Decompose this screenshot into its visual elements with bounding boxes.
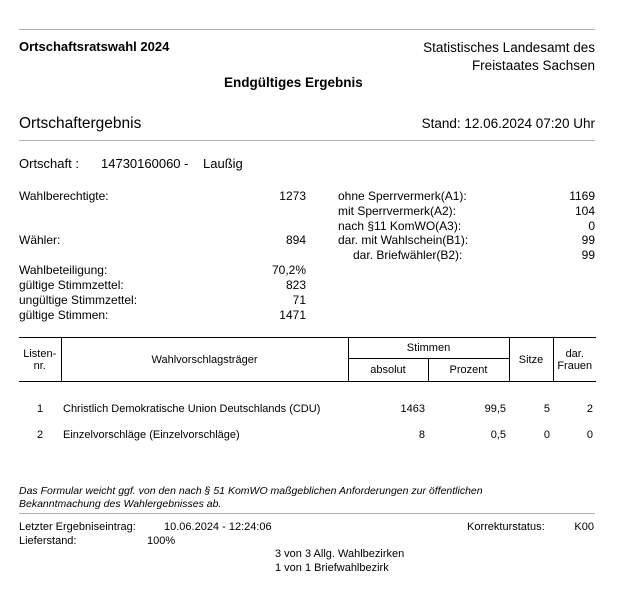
ungueltige-stimmzettel-value: 71 — [292, 293, 306, 307]
waehler-value: 894 — [285, 233, 306, 247]
briefwaehler-label: dar. Briefwähler(B2): — [353, 248, 463, 262]
bezirke-brief: 1 von 1 Briefwahlbezirk — [275, 562, 389, 574]
nach-komwo-label: nach §11 KomWO(A3): — [338, 219, 462, 233]
row-frauen: 0 — [586, 429, 593, 441]
disclaimer-line-2: Bekanntmachung des Wahlergebnisses ab. — [19, 498, 222, 510]
wahlbeteiligung-label: Wahlbeteiligung: — [19, 263, 108, 277]
header-absolut: absolut — [348, 359, 428, 382]
mit-sperrvermerk-label: mit Sperrvermerk(A2): — [338, 204, 457, 218]
section-divider — [19, 140, 595, 141]
wahlschein-value: 99 — [581, 233, 595, 247]
header-listennr — [19, 338, 61, 382]
ohne-sperrvermerk-label: ohne Sperrvermerk(A1): — [338, 189, 467, 203]
waehler-label: Wähler: — [19, 233, 61, 247]
header-prozent: Prozent — [428, 359, 509, 382]
lieferstand-label: Lieferstand: — [19, 535, 77, 547]
ortschaft-label: Ortschaft : — [19, 156, 79, 171]
wahlberechtigte-value: 1273 — [279, 189, 306, 203]
briefwaehler-value: 99 — [581, 248, 595, 262]
gueltige-stimmen-label: gültige Stimmen: — [19, 308, 109, 322]
wahlschein-label: dar. mit Wahlschein(B1): — [338, 233, 469, 247]
results-table — [19, 337, 596, 448]
top-divider — [19, 29, 595, 30]
office-line-1: Statistisches Landesamt des — [423, 40, 595, 55]
row-absolut: 1463 — [400, 403, 425, 415]
header-frauen — [553, 338, 596, 382]
row-name: Christlich Demokratische Union Deutschlands (CDU) — [63, 403, 321, 415]
row-sitze: 0 — [543, 429, 550, 441]
header-frauen-line1: dar. — [565, 347, 584, 360]
korrekturstatus-label: Korrekturstatus: — [467, 521, 545, 533]
office-line-2: Freistaates Sachsen — [471, 58, 595, 73]
gueltige-stimmzettel-label: gültige Stimmzettel: — [19, 278, 124, 292]
disclaimer-line-1: Das Formular weicht ggf. von den nach § 51 KomWO maßgeblichen Anforderungen zur öffentlichen — [19, 485, 483, 497]
footer-divider — [19, 513, 595, 514]
disclaimer-note — [19, 485, 483, 511]
row-absolut: 8 — [418, 429, 425, 441]
section-heading: Ortschaftergebnis — [19, 115, 142, 132]
gueltige-stimmen-value: 1471 — [279, 308, 306, 322]
header-wahlvorschlagstraeger: Wahlvorschlagsträger — [61, 338, 348, 382]
table-row — [19, 422, 596, 448]
header-listennr-line2: nr. — [33, 359, 46, 372]
gueltige-stimmzettel-value: 823 — [285, 278, 306, 292]
ortschaft-name: Laußig — [203, 156, 243, 171]
bezirke-allg: 3 von 3 Allg. Wahlbezirken — [275, 548, 405, 560]
row-nr: 2 — [36, 429, 44, 441]
header-sitze: Sitze — [509, 338, 553, 382]
korrekturstatus-value: K00 — [574, 521, 594, 533]
wahlbeteiligung-value: 70,2% — [271, 263, 306, 277]
office-name — [423, 39, 595, 75]
row-name: Einzelvorschläge (Einzelvorschläge) — [63, 429, 240, 441]
row-sitze: 5 — [543, 403, 550, 415]
table-row — [19, 396, 596, 422]
lieferstand-value: 100% — [147, 535, 176, 547]
row-frauen: 2 — [586, 403, 593, 415]
stand-timestamp: Stand: 12.06.2024 07:20 Uhr — [421, 116, 595, 131]
letzter-eintrag-label: Letzter Ergebniseintrag: — [19, 521, 136, 533]
header-listennr-line1: Listen- — [23, 347, 57, 360]
mit-sperrvermerk-value: 104 — [574, 204, 595, 218]
row-prozent: 99,5 — [484, 403, 506, 415]
wahlberechtigte-label: Wahlberechtigte: — [19, 189, 109, 203]
election-title: Ortschaftsratswahl 2024 — [19, 39, 170, 54]
ungueltige-stimmzettel-label: ungültige Stimmzettel: — [19, 293, 138, 307]
ohne-sperrvermerk-value: 1169 — [569, 189, 595, 203]
letzter-eintrag-value: 10.06.2024 - 12:24:06 — [164, 521, 272, 533]
row-prozent: 0,5 — [490, 429, 506, 441]
nach-komwo-value: 0 — [588, 219, 595, 233]
row-nr: 1 — [36, 403, 44, 415]
header-stimmen: Stimmen — [348, 338, 509, 359]
header-frauen-line2: Frauen — [557, 359, 593, 372]
ortschaft-code: 14730160060 - — [101, 156, 189, 171]
result-status-title: Endgültiges Ergebnis — [224, 75, 363, 90]
